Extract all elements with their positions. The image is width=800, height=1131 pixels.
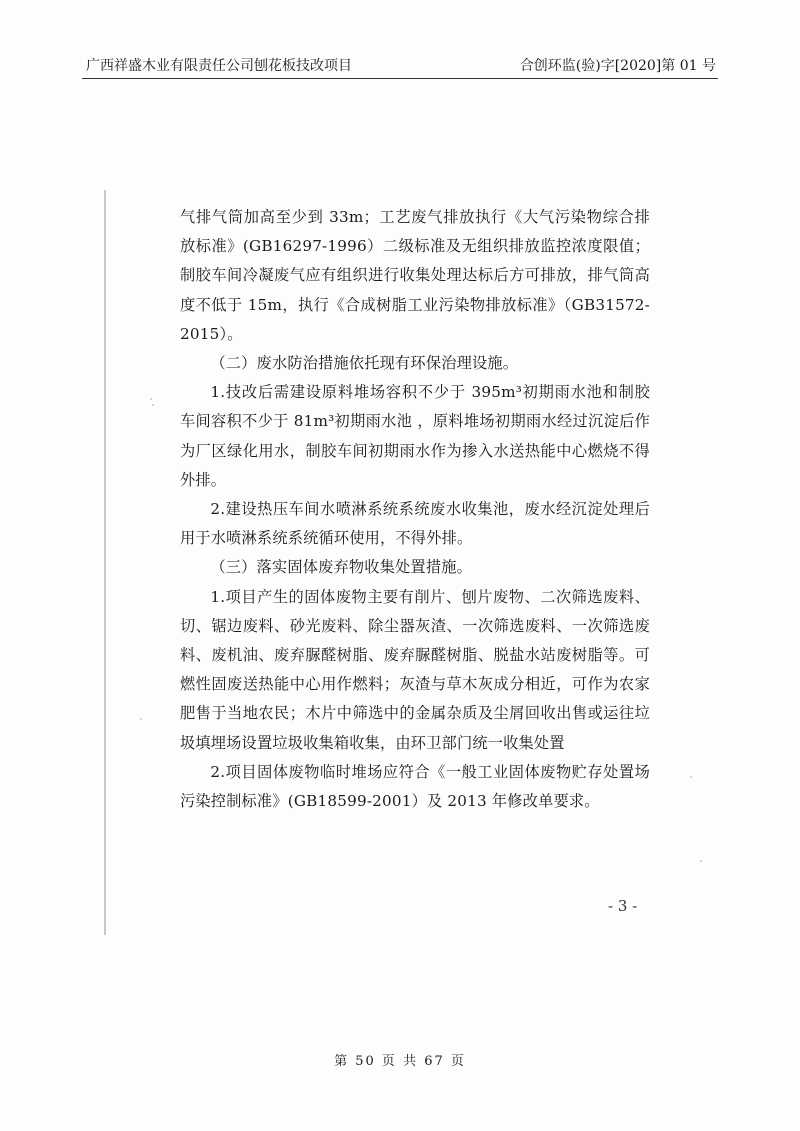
body-text bbox=[180, 203, 650, 816]
paragraph-spray-system: 2.建设热压车间水喷淋系统系统废水收集池，废水经沉淀处理后用于水喷淋系统系统循环使用，不得外排。 bbox=[180, 500, 650, 548]
heading-solid-waste-measures: （三）落实固体废弃物收集处置措施。 bbox=[210, 558, 472, 577]
header-project-title: 广西祥盛木业有限责任公司刨花板技改项目 bbox=[86, 58, 352, 74]
paragraph-solid-waste-types: 1.项目产生的固体废物主要有削片、刨片废物、二次筛选废料、切、锯边废料、砂光废料、除尘器灰渣、一次筛选废料、一次筛选废料、废机油、废弃脲醛树脂、废弃脲醛树脂、脱盐水站废树脂等。可燃性固废送热能中心用作燃料；灰渣与草木灰成分相近，可作为农家肥售于当地农民；木片中筛选中的金属杂质及尘屑回收出售或运往垃圾填埋场设置垃圾收集箱收集，由环卫部门统一收集处置 bbox=[180, 587, 650, 752]
paragraph-waste-gas: 气排气筒加高至少到 33m；工艺废气排放执行《大气污染物综合排放标准》(GB16297-1996）二级标准及无组织排放监控浓度限值；制胶车间冷凝废气应有组织进行收集处理达标后方可排放，排气筒高度不低于 15m，执行《合成树脂工业污染物排放标准》（GB31572-2015）。 bbox=[180, 208, 650, 343]
page-footer: 第 50 页 共 67 页 bbox=[334, 1054, 466, 1069]
paragraph-rainwater-pools: 1.技改后需建设原料堆场容积不少于 395m³初期雨水池和制胶车间容积不少于 81m³初期雨水池 ，原料堆场初期雨水经过沉淀后作为厂区绿化用水，制胶车间初期雨水作为掺入水送热能中心燃烧不得外排。 bbox=[180, 383, 650, 489]
paragraph-temporary-storage: 2.项目固体废物临时堆场应符合《一般工业固体废物贮存处置场污染控制标准》(GB18599-2001）及 2013 年修改单要求。 bbox=[180, 762, 650, 811]
heading-wastewater-measures: （二）废水防治措施依托现有环保治理设施。 bbox=[210, 354, 519, 373]
inner-page-number: - 3 - bbox=[608, 897, 638, 915]
scan-binding-line bbox=[104, 190, 106, 935]
header-document-number: 合创环监(验)字[2020]第 01 号 bbox=[519, 58, 716, 74]
page-header bbox=[82, 56, 718, 79]
